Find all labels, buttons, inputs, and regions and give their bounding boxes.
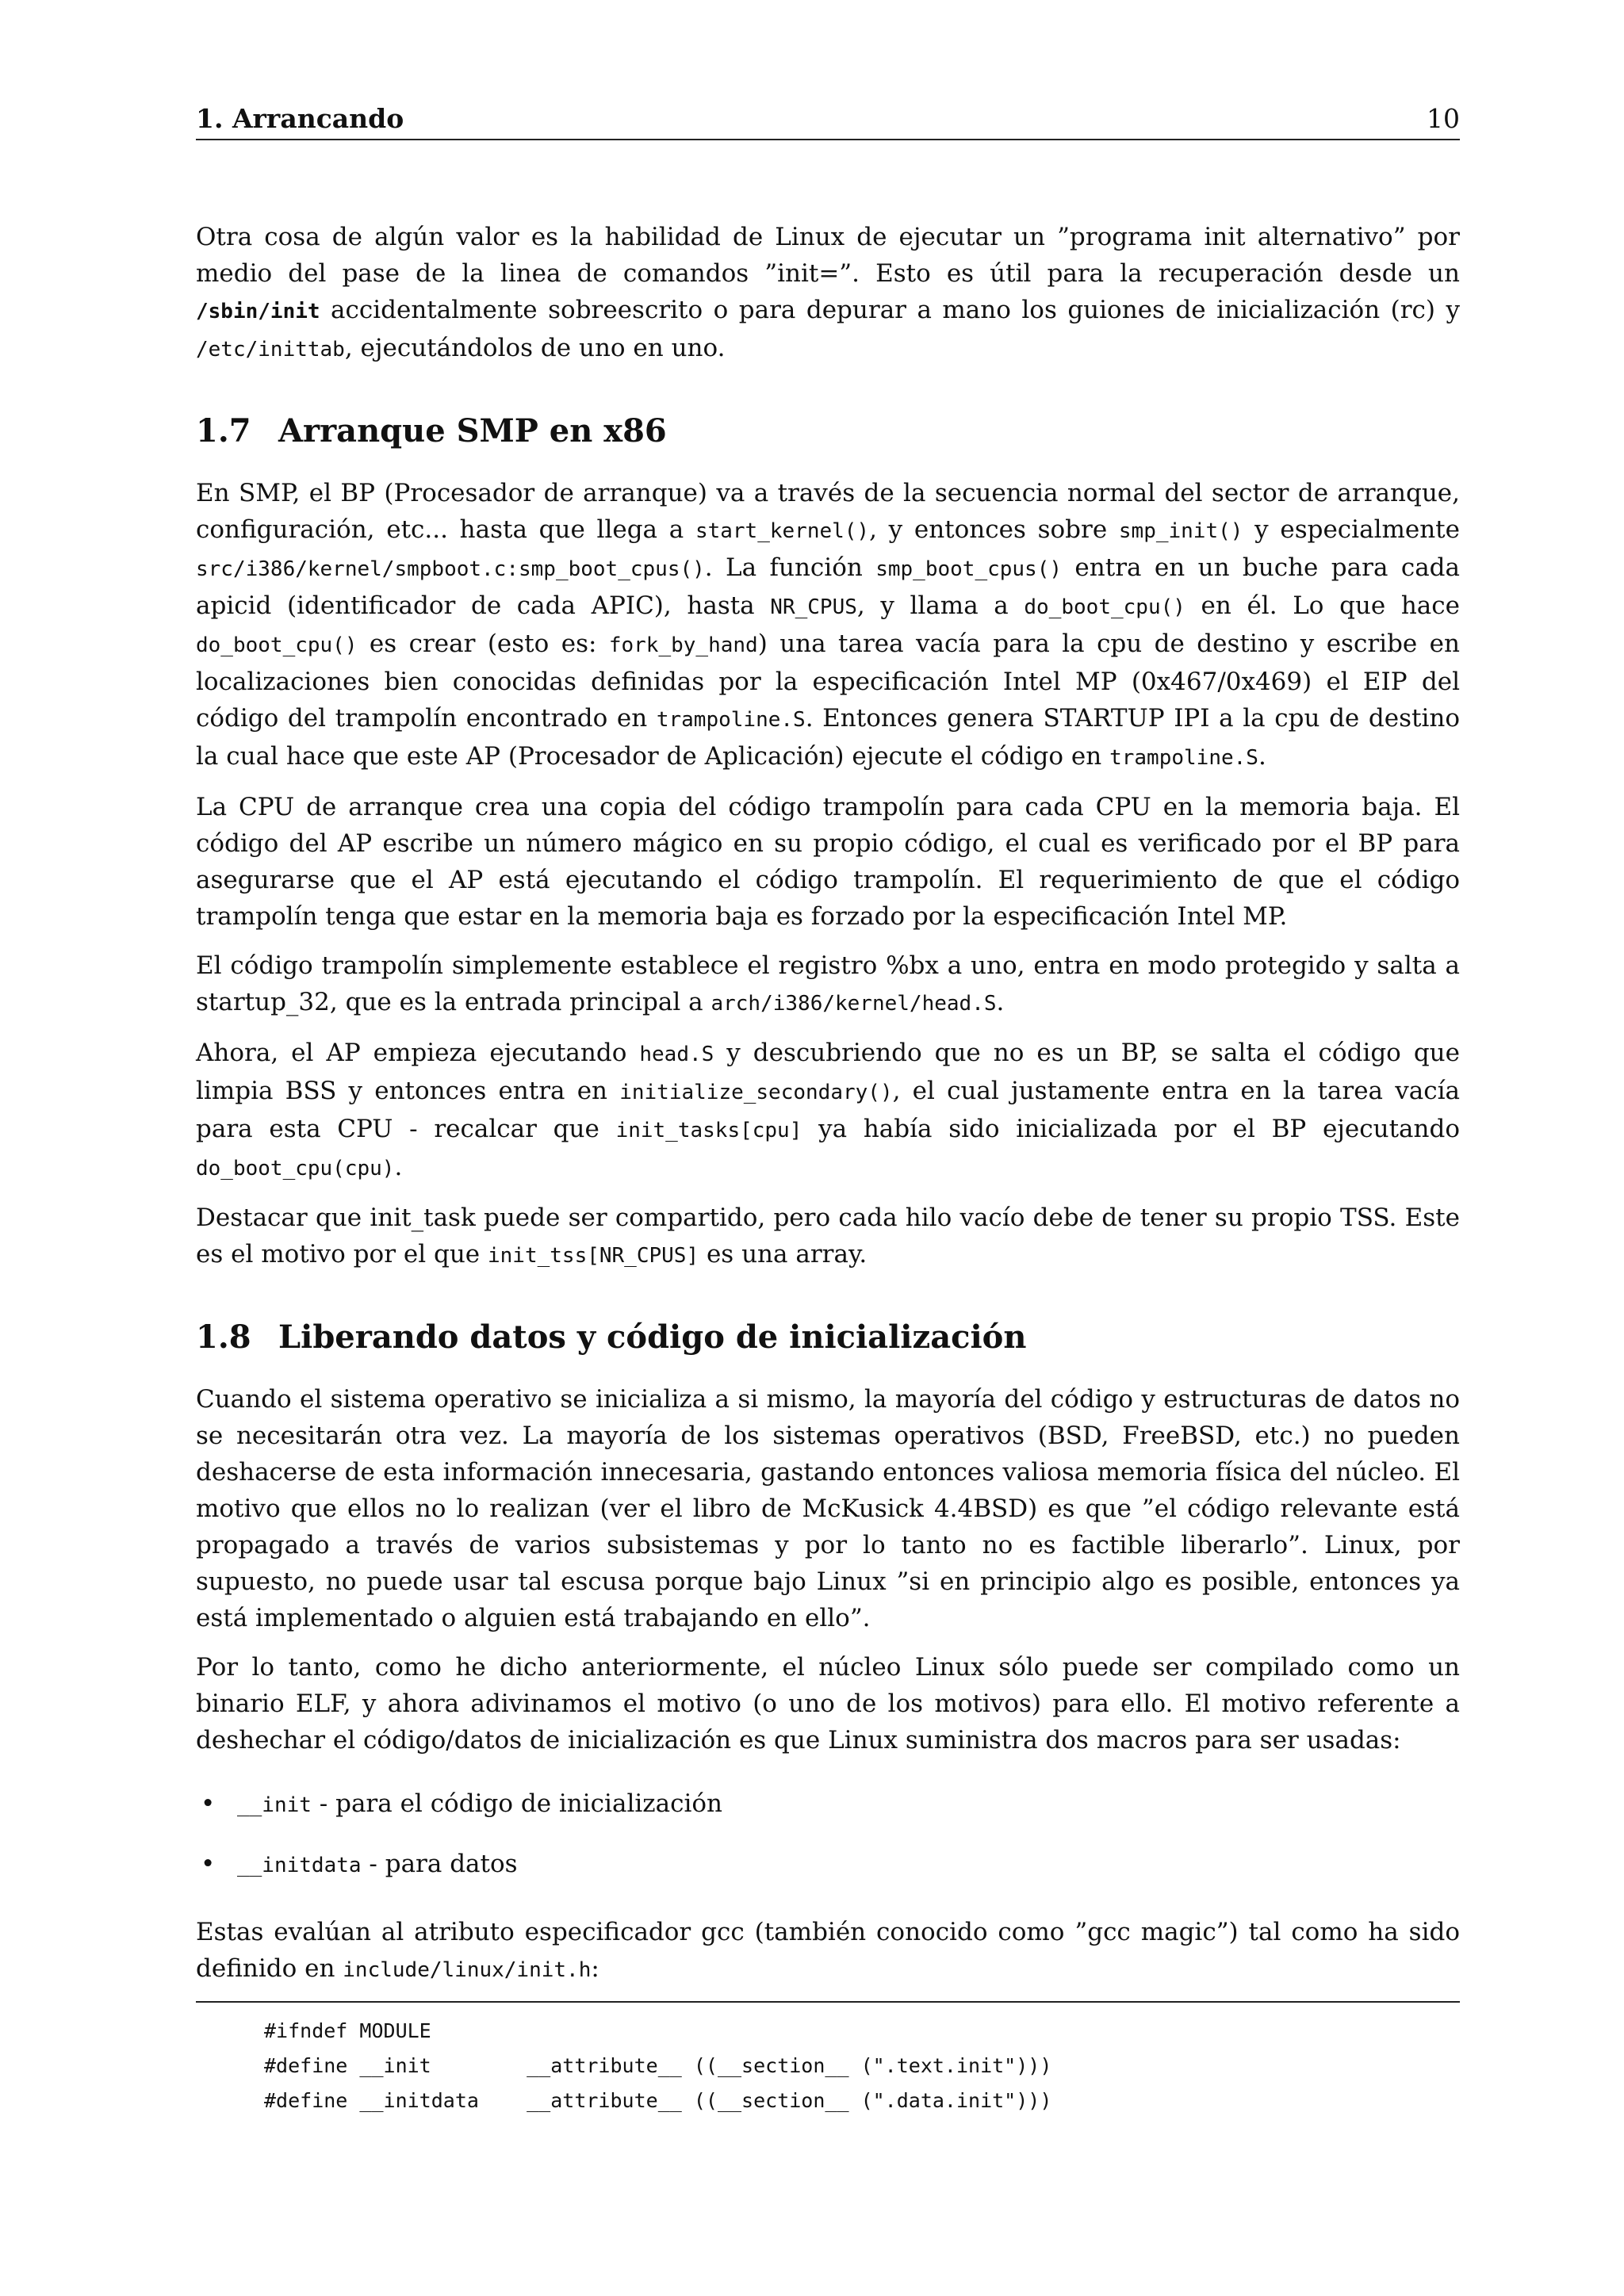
text-run: El código trampolín simplemente establece el registro %bx a uno, entra en modo protegido y salta a startup_32, que es la entrada principal a <box>196 951 1460 1016</box>
text-run: . <box>996 988 1005 1016</box>
page-content <box>196 219 1460 2118</box>
text-run: ) una tarea vacía para la cpu de destino y escribe en localizaciones bien conocidas definidas por la especificación Intel MP (0x467/0x469) el EIP del código del trampolín encontrado en <box>196 629 1460 733</box>
code-ref: include/linux/init.h <box>343 1958 592 1982</box>
section-number: 1.7 <box>196 412 251 450</box>
text-run: Destacar que init_task puede ser compartido, pero cada hilo vacío debe de tener su propio TSS. Este es el motivo por el que <box>196 1203 1460 1269</box>
bullet-icon: • <box>201 1789 216 1818</box>
chapter-title: 1. Arrancando <box>196 103 404 134</box>
text-run: es crear (esto es: <box>357 629 609 658</box>
path-etc-inittab: /etc/inittab <box>196 338 345 362</box>
code-ref: smp_init() <box>1118 519 1243 543</box>
text-run: En SMP, el BP (Procesador de arranque) va a través de la secuencia normal del sector de arranque, configuración, etc... hasta que llega a <box>196 479 1460 544</box>
text-run: , el cual justamente entra en la tarea vacía para esta CPU - recalcar que <box>196 1077 1460 1143</box>
code-ref: do_boot_cpu() <box>196 633 358 657</box>
code-ref: do_boot_cpu(cpu) <box>196 1157 395 1181</box>
text-run: ya había sido inicializada por el BP ejecutando <box>802 1115 1460 1143</box>
code-ref: start_kernel() <box>695 519 870 543</box>
text-run: accidentalmente sobreescrito o para depurar a mano los guiones de inicialización (rc) y <box>320 296 1460 324</box>
code-line: #define __initdata __attribute__ ((__section__ (".data.init"))) <box>264 2089 1052 2112</box>
init-paragraph-1: Cuando el sistema operativo se inicializa a si mismo, la mayoría del código y estructuras de datos no se necesitarán otra vez. La mayoría de los sistemas operativos (BSD, FreeBSD, etc.) no pueden deshacerse de esta información innecesaria, gastando entonces valiosa memoria física del núcleo. El motivo que ellos no lo realizan (ver el libro de McKusick 4.4BSD) es que ”el código relevante está propagado a través de varios subsistemas y por lo tanto no es factible liberarlo”. Linux, por supuesto, no puede usar tal escusa porque bajo Linux ”si en principio algo es posible, entonces ya está implementado o alguien está trabajando en ello”. <box>196 1385 1460 1632</box>
code-ref: NR_CPUS <box>770 595 857 619</box>
smp-paragraph-2: La CPU de arranque crea una copia del código trampolín para cada CPU en la memoria baja. El código del AP escribe un número mágico en su propio código, el cual es verificado por el BP para asegurarse que el AP está ejecutando el código trampolín. El requerimiento de que el código trampolín tenga que estar en la memoria baja es forzado por la especificación Intel MP. <box>196 793 1460 931</box>
text-run: . <box>1258 742 1266 771</box>
intro-paragraph <box>196 219 1460 368</box>
text-run: en él. Lo que hace <box>1185 591 1460 620</box>
text-run: y especialmente <box>1243 515 1460 544</box>
init-paragraph-3 <box>196 1914 1460 1988</box>
text-run: Otra cosa de algún valor es la habilidad de Linux de ejecutar un ”programa init alternativo” por medio del pase de la linea de comandos ”init=”. Esto es útil para la recuperación desde un <box>196 223 1460 288</box>
code-ref: initialize_secondary() <box>619 1081 893 1104</box>
code-ref: init_tss[NR_CPUS] <box>488 1244 699 1268</box>
text-run: entra en un buche para cada apicid (identificador de cada APIC), hasta <box>196 553 1460 620</box>
list-item <box>201 1785 1460 1823</box>
section-heading-1-8 <box>196 1318 1460 1356</box>
code-line: #define __init __attribute__ ((__section__ (".text.init"))) <box>264 2054 1052 2077</box>
text-run: , y entonces sobre <box>869 515 1119 544</box>
smp-paragraph-4 <box>196 1035 1460 1187</box>
text-run: es una array. <box>699 1240 868 1269</box>
macro-description: - para el código de inicialización <box>311 1789 722 1818</box>
code-ref: init_tasks[cpu] <box>615 1119 802 1142</box>
code-ref: trampoline.S <box>1109 746 1258 770</box>
code-ref: smp_boot_cpus() <box>875 557 1063 581</box>
code-ref: src/i386/kernel/smpboot.c:smp_boot_cpus() <box>196 557 705 581</box>
code-ref: fork_by_hand <box>608 633 758 657</box>
init-paragraph-2: Por lo tanto, como he dicho anteriormente, el núcleo Linux sólo puede ser compilado como un binario ELF, y ahora adivinamos el motivo (o uno de los motivos) para ello. El motivo referente a deshechar el código/datos de inicialización es que Linux suministra dos macros para ser usadas: <box>196 1653 1460 1755</box>
text-run: , y llama a <box>856 591 1025 620</box>
macro-name: __initdata <box>237 1854 362 1877</box>
text-run: . Entonces genera STARTUP IPI a la cpu de destino la cual hace que este AP (Procesador de Aplicación) ejecute el código en <box>196 704 1460 771</box>
section-title: Arranque SMP en x86 <box>278 412 667 450</box>
section-heading-1-7 <box>196 412 1460 450</box>
text-run: . <box>394 1153 403 1181</box>
code-line: #ifndef MODULE <box>264 2019 431 2042</box>
list-item <box>201 1846 1460 1884</box>
section-title: Liberando datos y código de inicialización <box>278 1318 1027 1356</box>
code-ref: head.S <box>639 1043 714 1066</box>
text-run: , ejecutándolos de uno en uno. <box>344 334 726 362</box>
macro-list <box>196 1785 1460 1884</box>
code-listing <box>196 2001 1460 2118</box>
smp-paragraph-5 <box>196 1200 1460 1274</box>
text-run: Estas evalúan al atributo especificador gcc (también conocido como ”gcc magic”) tal como ha sido definido en <box>196 1918 1460 1983</box>
text-run: Ahora, el AP empieza ejecutando <box>196 1039 640 1067</box>
section-number: 1.8 <box>196 1318 251 1356</box>
smp-paragraph-3 <box>196 947 1460 1022</box>
code-ref: trampoline.S <box>656 708 806 732</box>
text-run: . La función <box>704 553 876 582</box>
smp-paragraph-1 <box>196 475 1460 776</box>
running-header <box>196 103 1460 140</box>
code-ref: arch/i386/kernel/head.S <box>710 992 997 1016</box>
text-run: : <box>591 1954 599 1983</box>
text-run: y descubriendo que no es un BP, se salta el código que limpia BSS y entonces entra en <box>196 1039 1460 1105</box>
path-sbin-init: /sbin/init <box>196 300 320 323</box>
macro-name: __init <box>237 1793 312 1817</box>
page-number: 10 <box>1427 103 1460 134</box>
code-ref: do_boot_cpu() <box>1024 595 1185 619</box>
macro-description: - para datos <box>361 1850 518 1878</box>
bullet-icon: • <box>201 1850 216 1878</box>
